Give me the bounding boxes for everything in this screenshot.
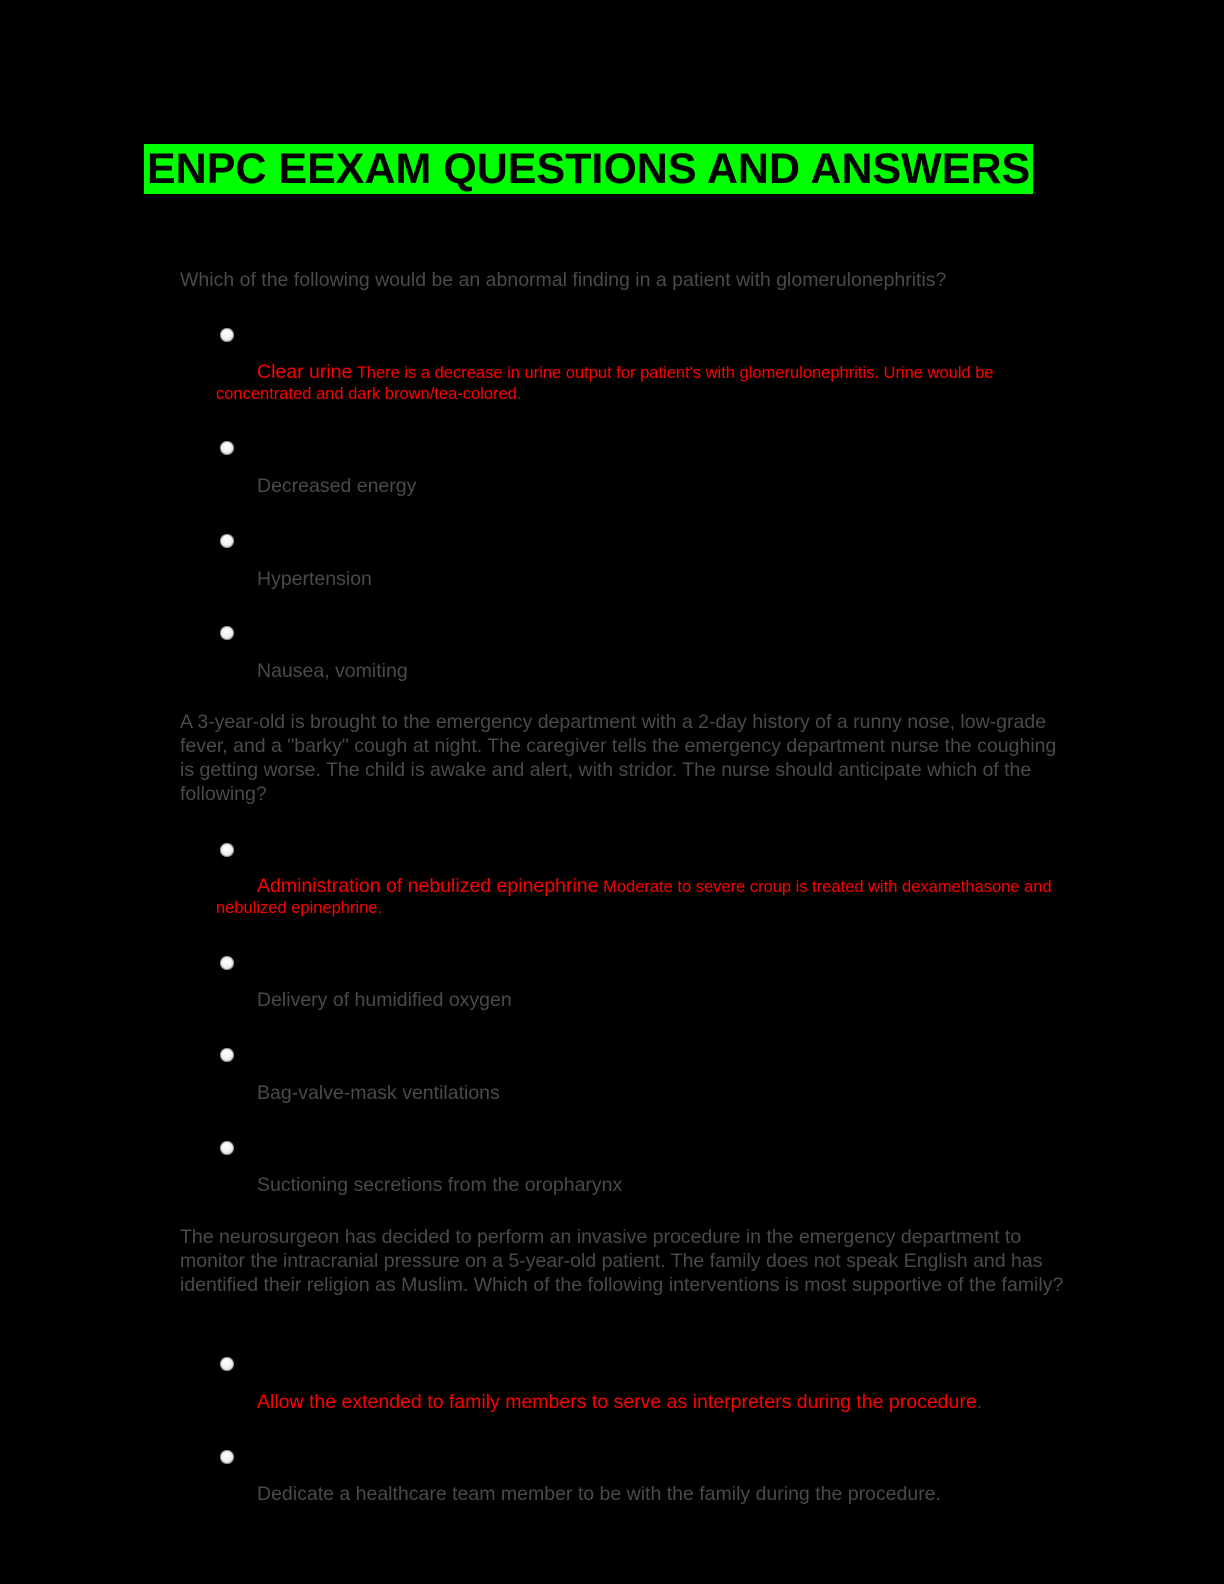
radio-q2-option-3[interactable] [220, 1048, 234, 1062]
radio-q3-option-2[interactable] [220, 1450, 234, 1464]
q2-answer-rationale: Moderate to severe croup is treated with dexamethasone and nebulized epinephrine. [216, 878, 1052, 917]
question-1-text: Which of the following would be an abnormal finding in a patient with glomerulonephritis? [180, 269, 947, 291]
q2-option-2-label: Delivery of humidified oxygen [257, 989, 512, 1011]
q1-correct-answer [216, 362, 1066, 405]
q3-correct-answer [257, 1390, 982, 1414]
q2-option-4-label: Suctioning secretions from the oropharynx [257, 1174, 623, 1196]
q3-option-2-label: Dedicate a healthcare team member to be with the family during the procedure. [257, 1483, 941, 1505]
q1-option-3-label: Hypertension [257, 568, 372, 590]
radio-q1-option-2[interactable] [220, 441, 234, 455]
radio-q1-option-3[interactable] [220, 534, 234, 548]
q2-option-3-label: Bag-valve-mask ventilations [257, 1082, 500, 1104]
q1-answer-label: Clear urine [257, 361, 353, 383]
question-2-text: A 3-year-old is brought to the emergency department with a 2-day history of a runny nose, low-grade fever, and a "barky" cough at night. The caregiver tells the emergency department nurse the coughing is getting worse. The child is awake and alert, with stridor. The nurse should anticipate which of the following? [180, 711, 1057, 805]
page-title: ENPC EEXAM QUESTIONS AND ANSWERS [144, 144, 1033, 194]
radio-q2-option-1[interactable] [220, 843, 234, 857]
q1-option-2-label: Decreased energy [257, 475, 417, 497]
q2-answer-label: Administration of nebulized epinephrine [257, 875, 599, 897]
radio-q1-option-4[interactable] [220, 626, 234, 640]
q1-answer-rationale: There is a decrease in urine output for patient's with glomerulonephritis. Urine would be concentrated and dark brown/tea-colored [216, 364, 994, 403]
question-3-text: The neurosurgeon has decided to perform an invasive procedure in the emergency department to monitor the intracranial pressure on a 5-year-old patient. The family does not speak English and has identified their religion as Muslim. Which of the following interventions is most supportive of the family? [180, 1226, 1064, 1296]
radio-q2-option-4[interactable] [220, 1141, 234, 1155]
q1-answer-period: . [516, 385, 522, 403]
q1-option-4-label: Nausea, vomiting [257, 660, 408, 682]
q3-answer-label: Allow the extended to family members to serve as interpreters during the procedure [257, 1391, 977, 1413]
radio-q3-option-1[interactable] [220, 1357, 234, 1371]
q2-correct-answer [216, 876, 1066, 919]
q3-answer-period: . [976, 1391, 983, 1413]
radio-q2-option-2[interactable] [220, 956, 234, 970]
radio-q1-option-1[interactable] [220, 328, 234, 342]
